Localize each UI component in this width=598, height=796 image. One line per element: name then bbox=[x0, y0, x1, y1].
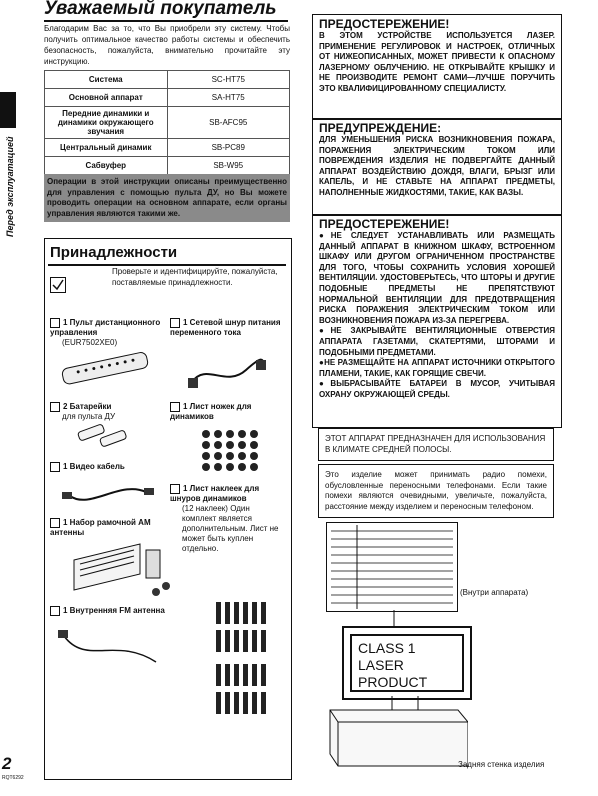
checkbox-icon bbox=[50, 518, 60, 528]
accessory-item: 2 Батарейки для пульта ДУ bbox=[50, 402, 162, 422]
model-name: Передние динамики и динамики окружающего звучания bbox=[45, 107, 168, 139]
label-plate-lines bbox=[327, 523, 457, 611]
placement-warning-bullet: ●НЕ ЗАКРЫВАЙТЕ ВЕНТИЛЯЦИОННЫЕ ОТВЕРСТИЯ АППАРАТА ГАЗЕТАМИ, СКАТЕРТЯМИ, ШТОРАМИ И ПОДОБНЫМИ ПРЕДМЕТАМИ. bbox=[319, 326, 555, 357]
laser-warning-box bbox=[312, 14, 562, 120]
fire-warning-text: ДЛЯ УМЕНЬШЕНИЯ РИСКА ВОЗНИКНОВЕНИЯ ПОЖАРА, ПОРАЖЕНИЯ ЭЛЕКТРИЧЕСКИМ ТОКОМ ИЛИ ПОВРЕЖДЕНИЯ ИЗДЕЛИЯ НЕ ПОДВЕРГАЙТЕ ДАННЫЙ АППАРАТ ВОЗДЕЙСТВИЮ ДОЖДЯ, ВЛАГИ, БРЫЗГ ИЛИ КАПЕЛЬ, И НЕ СТАВЬТЕ НА АППАРАТ ПРЕДМЕТЫ, НАПОЛНЕННЫЕ ЖИДКОСТЯМИ, ТАКИЕ, КАК ВАЗЫ. bbox=[319, 135, 555, 197]
speaker-feet-sheet-icon bbox=[198, 426, 262, 474]
page-number: 2 bbox=[2, 754, 12, 773]
placement-warning-bullet: ●ВЫБРАСЫВАЙТЕ БАТАРЕИ В МУСОР, УЧИТЫВАЯ ОХРАНУ ОКРУЖАЮЩЕЙ СРЕДЫ. bbox=[319, 379, 555, 399]
placement-warning-box bbox=[312, 214, 562, 428]
accessory-sub: для пульта ДУ bbox=[62, 412, 116, 421]
accessory-item: 1 Лист ножек для динамиков bbox=[170, 402, 252, 421]
laser-warning-text: В ЭТОМ УСТРОЙСТВЕ ИСПОЛЬЗУЕТСЯ ЛАЗЕР. ПРИМЕНЕНИЕ РЕГУЛИРОВОК И НАСТРОЕК, ОТЛИЧНЫХ ОТ НИЖЕОПИСАННЫХ, МОЖЕТ ПРИВЕСТИ К ОПАСНОМУ ЛАЗЕРНОМУ ОБЛУЧЕНИЮ. НЕ ОТКРЫВАЙТЕ КРЫШКУ И НЕ ПРОИЗВОДИТЕ РЕМОНТ САМИ—ЛУЧШЕ ПОРУЧИТЬ ЭТО КВАЛИФИЦИРОВАННОМУ СПЕЦИАЛИСТУ. bbox=[319, 31, 555, 93]
model-table bbox=[44, 70, 290, 175]
accessory-sub: (EUR7502XE0) bbox=[62, 338, 118, 347]
model-value: SB-PC89 bbox=[167, 139, 290, 157]
model-value: SA-HT75 bbox=[167, 89, 290, 107]
placement-warning-title: ПРЕДОСТЕРЕЖЕНИЕ! bbox=[319, 217, 450, 231]
checkbox-icon bbox=[170, 484, 180, 494]
device-rear-illustration bbox=[318, 696, 468, 768]
checkbox-icon bbox=[50, 318, 60, 328]
checkbox-icon bbox=[50, 462, 60, 472]
class1-line1: CLASS 1 bbox=[358, 640, 416, 656]
table-row bbox=[45, 157, 290, 175]
table-row bbox=[45, 107, 290, 139]
table-row bbox=[45, 71, 290, 89]
placement-warning-bullet: ●НЕ СЛЕДУЕТ УСТАНАВЛИВАТЬ ИЛИ РАЗМЕЩАТЬ ДАННЫЙ АППАРАТ В КНИЖНОМ ШКАФУ, ВСТРОЕННОМ ШКАФУ ИЛИ ДРУГОМ ОГРАНИЧЕННОМ ПРОСТРАНСТВЕ ДЛЯ ТОГО, ЧТОБЫ СОХРАНИТЬ УСЛОВИЯ ХОРОШЕЙ ВЕНТИЛЯЦИИ. УДОСТОВЕРЬТЕСЬ, ЧТО ШТОРЫ И ДРУГИЕ ПОДОБНЫЕ ПРЕДМЕТЫ НЕ ПРЕПЯТСТВУЮТ НОРМАЛЬНОЙ ВЕНТИЛЯЦИИ ДЛЯ ПРЕДОТВРАЩЕНИЯ РИСКА ПОРАЖЕНИЯ ЭЛЕКТРИЧЕСКИМ ТОКОМ ИЛИ ВОЗНИКНОВЕНИЯ ПОЖАРА ИЗ-ЗА ПЕРЕГРЕВА. bbox=[319, 231, 555, 325]
remote-control-icon bbox=[58, 348, 154, 388]
laser-warning-title: ПРЕДОСТЕРЕЖЕНИЕ! bbox=[319, 17, 450, 31]
accessory-item: 1 Внутренняя FM антенна bbox=[50, 606, 180, 616]
model-name: Основной аппарат bbox=[45, 89, 168, 107]
checkmark-icon bbox=[50, 277, 66, 293]
accessory-item: 1 Видео кабель bbox=[50, 462, 162, 472]
checkbox-icon bbox=[170, 318, 180, 328]
climate-notice: ЭТОТ АППАРАТ ПРЕДНАЗНАЧЕН ДЛЯ ИСПОЛЬЗОВАНИЯ В КЛИМАТЕ СРЕДНЕЙ ПОЛОСЫ. bbox=[318, 428, 554, 461]
batteries-icon bbox=[76, 424, 136, 450]
document-code: RQT6292 bbox=[2, 775, 24, 781]
class1-line2: LASER PRODUCT bbox=[358, 657, 428, 690]
table-row bbox=[45, 89, 290, 107]
model-value: SC-HT75 bbox=[167, 71, 290, 89]
fire-warning-title: ПРЕДУПРЕЖДЕНИЕ: bbox=[319, 121, 442, 135]
model-value: SB-AFC95 bbox=[167, 107, 290, 139]
fm-antenna-icon bbox=[56, 626, 166, 676]
power-cord-icon bbox=[186, 352, 270, 392]
model-value: SB-W95 bbox=[167, 157, 290, 175]
accessory-item: 1 Сетевой шнур питания переменного тока bbox=[170, 318, 281, 337]
accessories-title: Принадлежности bbox=[50, 244, 178, 261]
checkbox-icon bbox=[50, 606, 60, 616]
title-rule bbox=[44, 20, 288, 22]
inside-caption: (Внутри аппарата) bbox=[460, 588, 529, 597]
accessory-item: 1 Набор рамочной АМ антенны bbox=[50, 518, 151, 537]
accessory-item: 1 Пульт дистанционного управления (EUR7502XE0) bbox=[50, 318, 161, 347]
model-name: Центральный динамик bbox=[45, 139, 168, 157]
accessory-sub: (12 наклеек) Один комплект является дополнительным. Лист не может быть куплен отдельно. bbox=[182, 504, 279, 553]
class1-laser-label bbox=[342, 626, 472, 700]
section-side-label: Перед эксплуатацией bbox=[5, 136, 15, 237]
model-name: Сабвуфер bbox=[45, 157, 168, 175]
placement-warning-bullet: ●НЕ РАЗМЕЩАЙТЕ НА АППАРАТ ИСТОЧНИКИ ОТКРЫТОГО ПЛАМЕНИ, ТАКИЕ, КАК ГОРЯЩИЕ СВЕЧИ. bbox=[319, 358, 555, 378]
fire-warning-box bbox=[312, 118, 562, 216]
video-cable-icon bbox=[60, 474, 156, 510]
back-caption: Задняя стенка изделия bbox=[458, 760, 545, 769]
checkbox-icon bbox=[50, 402, 60, 412]
page-title: Уважаемый покупатель bbox=[44, 0, 277, 19]
model-name: Система bbox=[45, 71, 168, 89]
remote-operation-note: Операции в этой инструкции описаны преимущественно для управления с помощью пульта ДУ, но Вы можете проводить операции на основном аппарате, если органы управления являются такими же. bbox=[44, 174, 290, 222]
laser-caution-label-plate bbox=[326, 522, 458, 612]
accessories-check-intro: Проверьте и идентифицируйте, пожалуйста, поставляемые принадлежности. bbox=[112, 267, 278, 287]
section-tab-marker bbox=[0, 92, 16, 128]
accessory-item: 1 Лист наклеек для шнуров динамиков (12 наклеек) Один комплект является дополнительным. Лист не может быть куплен отдельно. bbox=[170, 484, 282, 554]
cord-stickers-sheet-icon bbox=[212, 598, 276, 718]
am-loop-antenna-icon bbox=[70, 540, 176, 600]
interference-notice: Это изделие может принимать радио помехи, обусловленные переносными телефонами. Если такие помехи являются очевидными, увеличьте, пожалуйста, расстояние между изделием и переносным телефоном. bbox=[318, 464, 554, 518]
intro-paragraph: Благодарим Вас за то, что Вы приобрели эту систему. Чтобы получить оптимальное качество работы системы и обеспечить безопасность, пожалуйста, внимательно прочитайте эту инструкцию. bbox=[44, 24, 290, 66]
checkbox-icon bbox=[170, 402, 180, 412]
table-row bbox=[45, 139, 290, 157]
